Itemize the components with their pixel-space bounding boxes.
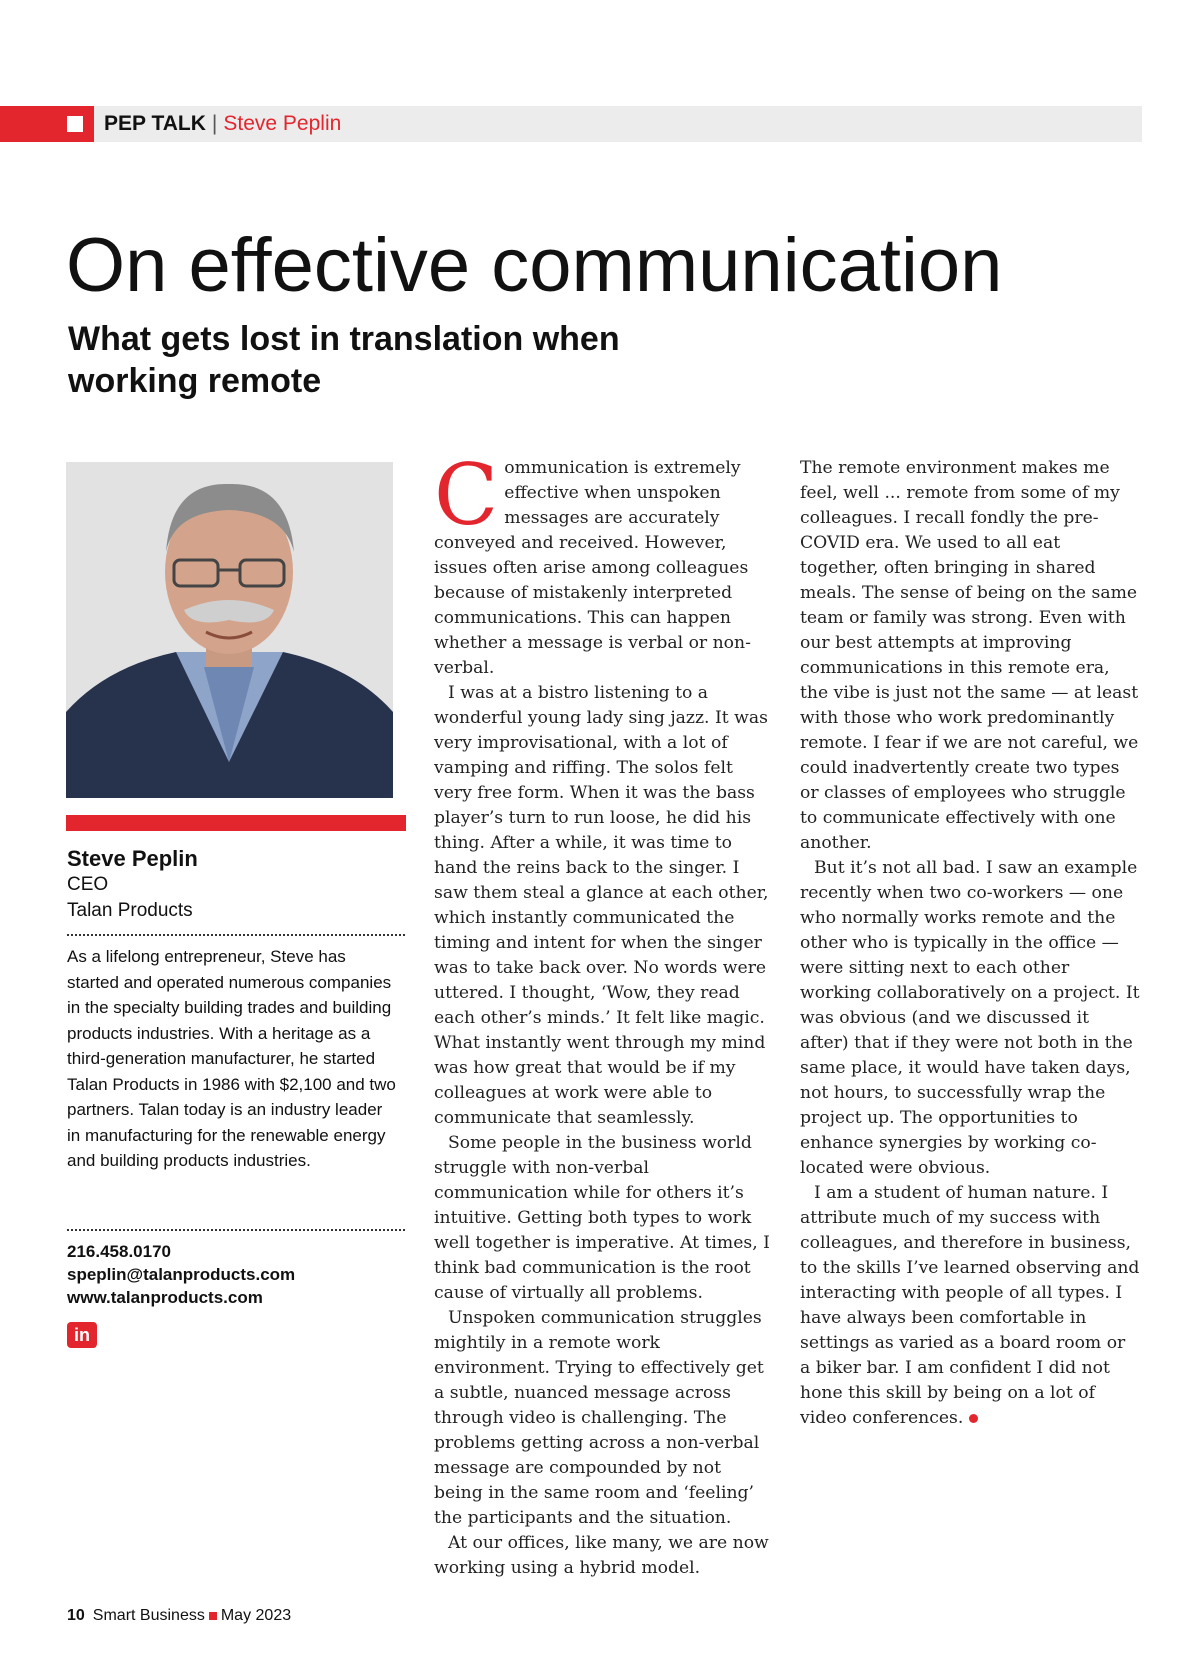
issue-date: May 2023 <box>220 1607 292 1624</box>
section-label: PEP TALK <box>104 112 206 135</box>
author-portrait-icon <box>66 462 393 798</box>
bio-red-rule <box>66 815 406 831</box>
bio-text: As a lifelong entrepreneur, Steve has started and operated numerous companies in the specialty building trades and building products industries. With a heritage as a third-generation manufacturer, he started Talan Products in 1986 with $2,100 and two partners. Talan today is an industry leader in manufacturing for the renewable energy and building products industries. <box>67 947 396 1170</box>
article-column-1 <box>434 446 770 1581</box>
article-paragraph: Communication is extremely effective when unspoken messages are accurately conveyed and received. However, issues often arise among colleagues because of mistakenly interpreted communications. This can happen whether a message is verbal or non-verbal. <box>434 446 751 678</box>
bio-phone: 216.458.0170 <box>67 1242 171 1261</box>
bio-divider-top <box>67 934 405 936</box>
article-paragraph: I am a student of human nature. I attribute much of my success with colleagues, and therefore in business, to the skills I’ve learned observing and interacting with people of all types. I have always been comfortable in settings as varied as a board room or a biker bar. I am confident I did not hone this skill by being on a lot of video conferences. <box>800 1183 1140 1428</box>
drop-cap: C <box>434 446 499 544</box>
page-footer <box>67 1607 291 1625</box>
page-number: 10 <box>67 1607 85 1624</box>
article-title: On effective communication <box>66 223 1003 308</box>
article-paragraph: Some people in the business world struggle with non-verbal communication while for others it’s intuitive. Getting both types to work well together is imperative. At times, I think bad communication is the root cause of virtually all problems. <box>434 1133 770 1303</box>
end-mark-icon <box>969 1414 978 1423</box>
header-accent-block <box>0 106 94 142</box>
author-portrait <box>66 462 393 798</box>
article-column-2 <box>800 456 1140 1431</box>
publication-name: Smart Business <box>92 1607 205 1624</box>
article-subtitle: What gets lost in translation when working remote <box>68 320 620 400</box>
bio-divider-bottom <box>67 1229 405 1231</box>
article-paragraph: The remote environment makes me feel, well ... remote from some of my colleagues. I recall fondly the pre-COVID era. We used to all eat together, often bringing in shared meals. The sense of being on the same team or family was strong. Even with our best attempts at improving communications in this remote era, the vibe is just not the same — at least with those who work predominantly remote. I fear if we are not careful, we could inadvertently create two types or classes of employees who struggle to communicate effectively with one another. <box>800 458 1139 853</box>
article-paragraph: I was at a bistro listening to a wonderful young lady sing jazz. It was very improvisational, with a lot of vamping and riffing. The solos felt very free form. When it was the bass player’s turn to run loose, he did his thing. After a while, it was time to hand the reins back to the singer. I saw them steal a glance at each other, which instantly communicated the timing and intent for when the singer was to take back over. No words were uttered. I thought, ‘Wow, they read each other’s minds.’ It felt like magic. What instantly went through my mind was how great that would be if my colleagues at work were able to communicate that seamlessly. <box>434 683 769 1128</box>
section-header <box>0 106 1142 142</box>
header-text <box>104 106 341 142</box>
bio-name: Steve Peplin <box>67 846 198 871</box>
bio-role: CEO <box>67 874 109 895</box>
bio-email-link[interactable]: speplin@talanproducts.com <box>67 1265 296 1284</box>
header-square-icon <box>67 116 83 132</box>
footer-square-icon <box>209 1612 217 1620</box>
header-author: Steve Peplin <box>223 112 342 135</box>
linkedin-icon[interactable]: in <box>67 1322 97 1348</box>
article-paragraph: At our offices, like many, we are now working using a hybrid model. <box>434 1533 769 1578</box>
header-separator: | <box>211 112 218 135</box>
bio-company: Talan Products <box>67 900 193 921</box>
article-paragraph: Unspoken communication struggles mightily in a remote work environment. Trying to effectively get a subtle, nuanced message across through video is challenging. The problems getting across a non-verbal message are compounded by not being in the same room and ‘feeling’ the participants and the situation. <box>434 1308 764 1528</box>
bio-website-link[interactable]: www.talanproducts.com <box>67 1288 263 1307</box>
article-paragraph: But it’s not all bad. I saw an example recently when two co-workers — one who normally works remote and the other who is typically in the office — were sitting next to each other working collaboratively on a project. It was obvious (and we discussed it after) that if they were not both in the same place, it would have taken days, not hours, to successfully wrap the project up. The opportunities to enhance synergies by working co-located were obvious. <box>800 858 1140 1178</box>
